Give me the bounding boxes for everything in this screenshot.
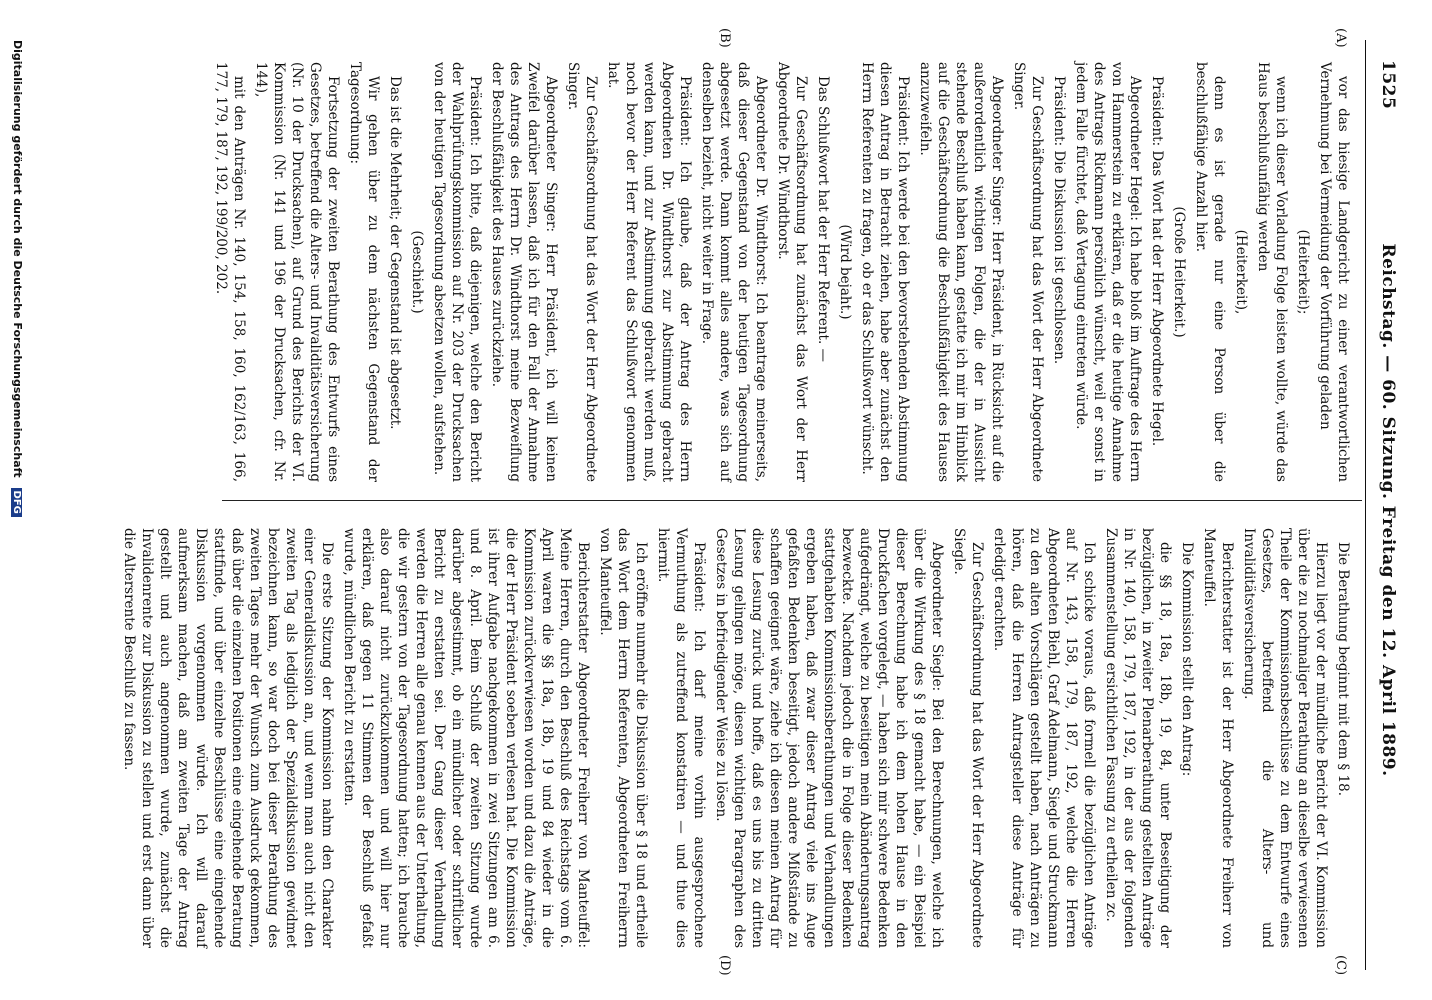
page-number: 1525 — [1378, 60, 1398, 110]
paragraph: Zur Geschäftsordnung hat das Wort der Herr Abgeordnete Singer. — [565, 62, 599, 482]
right-column — [116, 528, 1352, 948]
paragraph: Die Berathung beginnt mit dem § 18. — [1335, 542, 1351, 797]
paragraph: wenn ich dieser Vorladung Folge leisten wollte, würde das Haus beschlußunfähig werden — [1255, 62, 1289, 482]
paragraph: die §§ 18, 18a, 18b, 19, 84, unter Beseitigung der bezüglichen, in zweiter Plenarberathung gestellten Anträge in Nr. 140, 158, 179, 187, 192, in der aus der folgenden Zusammenstellung ersichtlichen Fassung zu ertheilen zc. — [1103, 528, 1173, 948]
paragraph: mit den Anträgen Nr. 140, 154, 158, 160, 162/163, 166, 177, 179, 187, 192, 199/200, 202. — [213, 62, 247, 482]
paragraph: Fortsetzung der zweiten Berathung des Entwurfs eines Gesetzes, betreffend die Alters- und Invaliditätsversicherung (Nr. 10 der Drucksachen), auf Grund des Berichts der VI. Kommission (Nr. 141 und 196 der Drucksachen, cfr. Nr. 144), — [253, 62, 341, 482]
paragraph: Ich eröffne nunmehr die Diskussion über § 18 und ertheile das Wort dem Herrn Referenten, Abgeordneten Freiherrn von Manteuffel. — [597, 528, 649, 948]
page-footer — [11, 40, 24, 517]
paragraph: Abgeordneter Singer: Herr Präsident, in Rücksicht auf die außerordentlich wichtigen Folgen, die der in Aussicht stehende Beschluß haben kann, gestatte ich mir im Hinblick auf die Geschäftsordnung die Beschlußfähigkeit des Hauses anzuzweifeln. — [917, 62, 1005, 482]
paragraph: Berichterstatter ist der Herr Abgeordnete Freiherr von Manteuffel. — [1201, 528, 1235, 948]
paragraph: Präsident: Das Wort hat der Herr Abgeordnete Hegel. — [1149, 76, 1165, 447]
paragraph: (Große Heiterkeit.) — [1171, 206, 1187, 338]
paragraph: Abgeordneter Singer: Herr Präsident, ich will keinen Zweifel darüber lassen, daß ich für den Fall der Annahme des Antrags des Herrn Dr. Windthorst meine Bezweiflung der Beschlußfähigkeit des Hauses zurückziehe. — [489, 62, 559, 482]
paragraph: Präsident: Ich werde bei den bevorstehenden Abstimmung diesen Antrag in Betracht ziehen, habe aber zunächst den Herrn Referenten zu fragen, ob er das Schlußwort wünscht. — [859, 62, 911, 482]
paragraph: Ich schicke voraus, daß formell die bezüglichen Anträge auf Nr. 143, 158, 179, 187, 192, welche die Herren Abgeordneten Biehl, Graf Adelmann, Siegle und Struckmann zu den alten Vorschlägen gestellt haben, nach Anträgen zu hören, daß die Herren Antragsteller diese Anträge für erledigt erachten. — [991, 528, 1097, 948]
header-rule — [1365, 40, 1366, 970]
paragraph: Präsident: Die Diskussion ist geschlossen. — [1051, 76, 1067, 365]
paragraph: Zur Geschäftsordnung hat das Wort der Herr Abgeordnete Siegle. — [951, 528, 985, 948]
paragraph: Wir gehen über zu dem nächsten Gegenstand der Tagesordnung: — [347, 62, 381, 482]
paragraph: Berichterstatter Abgeordneter Freiherr von Manteuffel: Meine Herren, durch den Beschluß des Reichstags vom 6. April waren die §§ 18a, 18b, 19 und 84 wieder in die Kommission zurückverwiesen worden und dazu die Anträge, die der Herr Präsident soeben verlesen hat. Die Kommission ist ihrer Aufgabe nachgekommen in zwei Sitzungen am 6. und 8. April. Beim Schluß der zweiten Sitzung wurde darüber abgestimmt, ob ein mündlicher oder schriftlicher Bericht zu erstatten sei. Der Gang dieser Verhandlung werden die Herren alle genau kennen aus der Unterhaltung, die wir gestern von der Tagesordnung hatten; ich brauche also darauf nicht zurückzukommen und will hier nur erklären, daß gegen 11 Stimmen der Beschluß gefaßt wurde, mündlichen Bericht zu erstatten. — [341, 528, 591, 948]
paragraph: Die erste Sitzung der Kommission nahm den Charakter einer Generaldiskussion an, und wenn man auch nicht den zweiten Tag als lediglich der Spezialdiskussion gewidmet bezeichnen kann, so war doch bei dieser Berathung des zweiten Tages mehr der Wunsch zum Ausdruck gekommen, daß über die einzelnen Positionen eine eingehende Beratung stattfinde, und über einzelne Beschlüsse eine eingehende Diskussion vorgenommen würde. Ich will darauf aufmerksam machen, daß am zweiten Tage der Antrag gestellt und auch angenommen wurde, zunächst die Invalidenrente zur Diskussion zu stellen und erst dann über die Altersrente Beschluß zu fassen. — [121, 528, 335, 948]
page-title: Reichstag. — 60. Sitzung. Freitag den 12. April 1889. — [1378, 243, 1398, 777]
paragraph: Präsident: Ich glaube, daß der Antrag des Herrn Abgeordneten Dr. Windthorst zur Abstimmung gebracht werden kann, und zur Abstimmung gebracht werden muß, noch bevor der Herr Referent das Schlußwort genommen hat. — [605, 62, 693, 482]
paragraph: Zur Geschäftsordnung hat das Wort der Herr Abgeordnete Singer. — [1011, 62, 1045, 482]
footer-text: Digitalisierung gefördert durch die Deutsche Forschungsgemeinschaft — [11, 40, 24, 478]
paragraph: vor das hiesige Landgericht zu einer verantwortlichen Vernehmung bei Vermeidung der Vorführung geladen — [1317, 62, 1351, 482]
marker-d: (D) — [717, 955, 732, 976]
paragraph: denn es ist gerade nur eine Person über die beschlußfähige Anzahl hier. — [1193, 62, 1227, 482]
marker-b: (B) — [717, 28, 732, 48]
paragraph: Zur Geschäftsordnung hat zunächst das Wort der Herr Abgeordnete Dr. Windthorst. — [775, 62, 809, 482]
paragraph: Das ist die Mehrheit; der Gegenstand ist abgesetzt. — [387, 76, 403, 430]
paragraph: Die Kommission stellt den Antrag: — [1179, 542, 1195, 777]
marker-a: (A) — [1333, 28, 1348, 48]
paragraph: (Wird bejaht.) — [837, 224, 853, 320]
paragraph: (Heiterkeit), — [1233, 229, 1249, 315]
page-header — [1370, 60, 1398, 960]
paragraph: Das Schlußwort hat der Herr Referent. — — [815, 76, 831, 363]
paragraph: Hierzu liegt vor der mündliche Bericht der VI. Kommission über die zu nochmaliger Berathung an dieselbe verwiesenen Theile der Kommissionsbeschlüsse zu dem Entwurfe eines Gesetzes, betreffend die Alters- und Invaliditätsversicherung. — [1241, 528, 1329, 948]
paragraph: Präsident: Ich darf meine vorhin ausgesprochene Vermuthung als zutreffend konstatiren — und thue dies hiermit. — [655, 528, 707, 948]
column-divider — [222, 500, 1362, 501]
paragraph: Abgeordneter Dr. Windthorst: Ich beantrage meinerseits, daß dieser Gegenstand von der heutigen Tagesordnung abgesetzt werde. Dann kommt alles andere, was sich auf denselben bezieht, nicht weiter in Frage. — [699, 62, 769, 482]
paragraph: (Heiterkeit); — [1295, 229, 1311, 315]
marker-c: (C) — [1333, 955, 1348, 976]
left-column — [208, 62, 1352, 482]
dfg-logo: DFG — [11, 488, 22, 517]
paragraph: Präsident: Ich bitte, daß diejenigen, welche den Bericht der Wahlprüfungskommission auf Nr. 203 der Drucksachen von der heutigen Tagesordnung absetzen wollen, aufstehen. — [431, 62, 483, 482]
paragraph: (Geschieht.) — [409, 230, 425, 314]
paragraph: Abgeordneter Siegle: Bei den Berechnungen, welche ich über die Wirkung des § 18 gemacht habe, — ein Beispiel dieser Berechnung habe ich dem hohen Hause in den Druckfachen vorgelegt, — haben sich mir schwere Bedenken aufgedrängt, welche zu beseitigen mein Abänderungsantrag bezweckte. Nachdem jedoch die in Folge dieser Bedenken stattgehabten Kommissionsberathungen und Verhandlungen ergeben haben, daß zwar dieser Antrag viele ins Auge gefaßten Bedenken beseitigt, jedoch andere Mißstände zu schaffen geeignet wäre, ziehe ich diesen meinen Antrag für diese Lesung zurück und hoffe, daß es uns bis zu dritten Lesung gelingen möge, diesen wichtigen Paragraphen des Gesetzes in befriedigender Weise zu lösen. — [713, 528, 945, 948]
paragraph: Abgeordneter Hegel: Ich habe bloß im Auftrage des Herrn von Hammerstein zu erklären, daß er die heutige Annahme des Antrags Rickmann persönlich wünscht, weil er sonst in jedem Falle fürchtet, daß Vertagung eintreten würde. — [1073, 62, 1143, 482]
